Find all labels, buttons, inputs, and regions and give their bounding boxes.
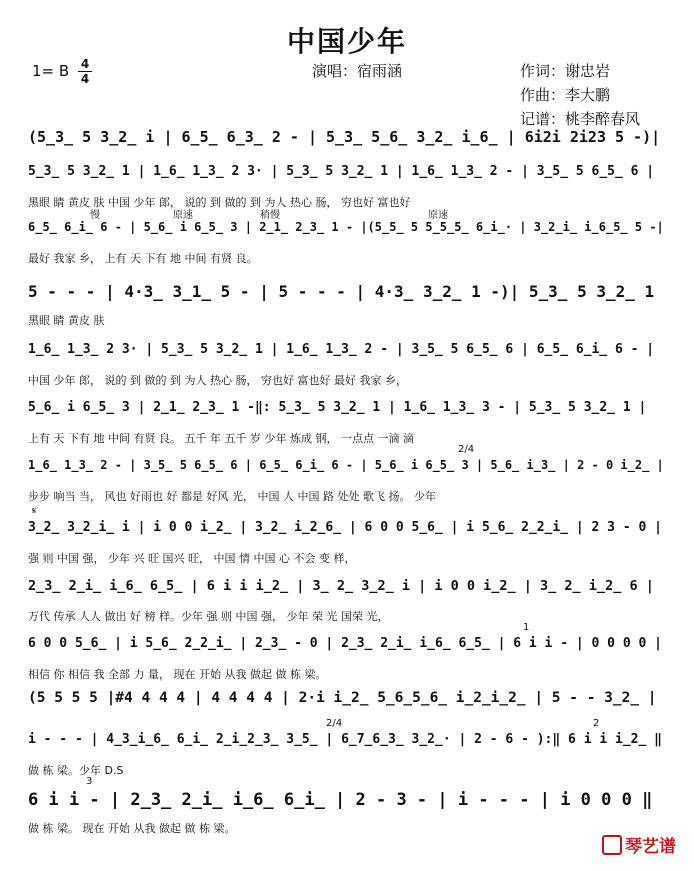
singer-credit: 演唱：宿雨涵 bbox=[312, 62, 403, 80]
tempo-mark: 慢 bbox=[90, 210, 100, 221]
time-signature bbox=[78, 58, 92, 85]
notation-line: 1̲6̲ 1̲3̲ 2 3· | 5̲3̲ 5 3̲2̲ 1 | 1̲6̲ 1̲3̲ 2 - | 3̲5̲ 5 6̲5̲ 6 | 6̲5̲ 6̲i̲ 6 - | bbox=[28, 342, 655, 357]
transcriber-credit: 记谱：桃李醉春风 bbox=[520, 110, 641, 128]
tempo-mark: 2/4 bbox=[326, 718, 343, 729]
notation-line: 1̲6̲ 1̲3̲ 2 - | 3̲5̲ 5 6̲5̲ 6 | 6̲5̲ 6̲i̲ 6 - | 5̲6̲ i 6̲5̲ 3 | 5̲6̲ i̲3̲ | 2 - 0 i̲2̲ | bbox=[28, 458, 664, 472]
notation-line: 6 i i - | 2̲3̲ 2̲i̲ i̲6̲ 6̲i̲ | 2 - 3 - | i - - - | i 0 0 0 ‖ bbox=[28, 790, 653, 810]
lyrics-line: 中国 少年 郎， 说的 到 做的 到 为人 热心 肠， 穷也好 富也好 最好 我家 乡， bbox=[28, 374, 407, 387]
tempo-mark: 稍慢 bbox=[260, 210, 280, 221]
song-title: 中国少年 bbox=[286, 25, 407, 58]
notation-line: 6̲5̲ 6̲i̲ 6 - | 5̲6̲ i 6̲5̲ 3 | 2̲1̲ 2̲3̲ 1 - |(5̲5̲ 5 5̲5̲5̲ 6̲i̲· | 3̲2̲i̲ i̲6̲5̲ 5 -| bbox=[28, 220, 664, 234]
tempo-mark: 原速 bbox=[428, 210, 448, 221]
key-signature: 1= B bbox=[32, 62, 70, 80]
qintuquan-logo-icon bbox=[602, 835, 622, 855]
lyrics-line: 做 栋 梁。 现在 开始 从我 做起 做 栋 梁。 bbox=[28, 822, 236, 835]
lyrics-line: 相信 你 相信 我 全部 力 量， 现在 开始 从我 做起 做 栋 梁。 bbox=[28, 668, 327, 681]
tempo-mark: 2 bbox=[593, 718, 600, 729]
lyrics-line: 黑眼 睛 黄皮 肤 中国 少年 郎， 说的 到 做的 到 为人 热心 肠， 穷也好 富也好 bbox=[28, 196, 411, 209]
watermark-brand bbox=[602, 832, 676, 857]
tempo-mark: 2/4 bbox=[458, 444, 475, 455]
tempo-mark: 𝄋 bbox=[32, 506, 37, 517]
brand-text: 琴艺谱 bbox=[625, 837, 676, 857]
tempo-mark: 原速 bbox=[173, 210, 193, 221]
meter-top: 4 bbox=[80, 57, 90, 71]
lyricist-credit: 作词：谢忠岩 bbox=[520, 62, 611, 80]
notation-line: 2̲3̲ 2̲i̲ i̲6̲ 6̲5̲ | 6 i i i̲2̲ | 3̲ 2̲ 3̲2̲ i | i 0 0 i̲2̲ | 3̲ 2̲ i̲2̲ 6 | bbox=[28, 578, 654, 594]
lyrics-line: 步步 响当 当， 风也 好雨也 好 都是 好风 光， 中国 人 中国 路 处处 歌飞 扬。 少年 bbox=[28, 490, 436, 503]
notation-line: i - - - | 4̲3̲i̲6̲ 6̲i̲ 2̲i̲2̲3̲ 3̲5̲ | 6̲7̲6̲3̲ 3̲2̲· | 2 - 6 - ):‖ 6 i i i̲2̲ ‖ bbox=[28, 732, 662, 747]
lyrics-line: 做 栋 梁。少年 D.S bbox=[28, 764, 124, 777]
meter-bottom: 4 bbox=[80, 72, 90, 86]
lyrics-line: 万代 传承 人人 做出 好 榜 样。少年 强 则 中国 强， 少年 荣 光 国荣 光， bbox=[28, 610, 389, 623]
notation-line: 5̲3̲ 5 3̲2̲ 1 | 1̲6̲ 1̲3̲ 2 3· | 5̲3̲ 5 3̲2̲ 1 | 1̲6̲ 1̲3̲ 2 - | 3̲5̲ 5 6̲5̲ 6 | bbox=[28, 164, 655, 179]
notation-line: (5̲3̲ 5 3̲2̲ i | 6̲5̲ 6̲3̲ 2 - | 5̲3̲ 5̲6̲ 3̲2̲ i̲6̲ | 6i2i 2i23 5 -)| bbox=[28, 128, 661, 146]
lyrics-line: 强 则 中国 强， 少年 兴 旺 国兴 旺， 中国 情 中国 心 不会 变 样， bbox=[28, 552, 356, 565]
notation-line: 6 0 0 5̲6̲ | i 5̲6̲ 2̲2̲i̲ | 2̲3̲ - 0 | 2̲3̲ 2̲i̲ i̲6̲ 6̲5̲ | 6 i i - | 0 0 0 0 | bbox=[28, 636, 662, 651]
tempo-mark: 3 bbox=[86, 776, 93, 787]
notation-line: 5̲6̲ i 6̲5̲ 3 | 2̲1̲ 2̲3̲ 1 -‖: 5̲3̲ 5 3̲2̲ 1 | 1̲6̲ 1̲3̲ 3 - | 5̲3̲ 5 3̲2̲ 1 | bbox=[28, 400, 647, 415]
notation-line: 5 - - - | 4·3̲ 3̲1̲ 5 - | 5 - - - | 4·3̲ 3̲2̲ 1 -)| 5̲3̲ 5 3̲2̲ 1 bbox=[28, 282, 655, 301]
lyrics-line: 上有 天 下有 地 中间 有贤 良。 五千 年 五千 岁 少年 炼成 钢， 一点点 一滴 滴 bbox=[28, 432, 414, 445]
notation-line: (5 5 5 5 |#4 4 4 4 | 4 4 4 4 | 2·i i̲2̲ 5̲6̲5̲6̲ i̲2̲i̲2̲ | 5 - - 3̲2̲ | bbox=[28, 690, 657, 706]
notation-line: 3̲2̲ 3̲2̲i̲ i | i 0 0 i̲2̲ | 3̲2̲ i̲2̲6̲ | 6 0 0 5̲6̲ | i 5̲6̲ 2̲2̲i̲ | 2 3 - 0 | bbox=[28, 520, 662, 535]
tempo-mark: 1 bbox=[523, 622, 530, 633]
lyrics-line: 最好 我家 乡， 上有 天 下有 地 中间 有贤 良。 bbox=[28, 252, 258, 265]
composer-credit: 作曲：李大鹏 bbox=[520, 86, 611, 104]
lyrics-line: 黑眼 睛 黄皮 肤 bbox=[28, 314, 105, 327]
